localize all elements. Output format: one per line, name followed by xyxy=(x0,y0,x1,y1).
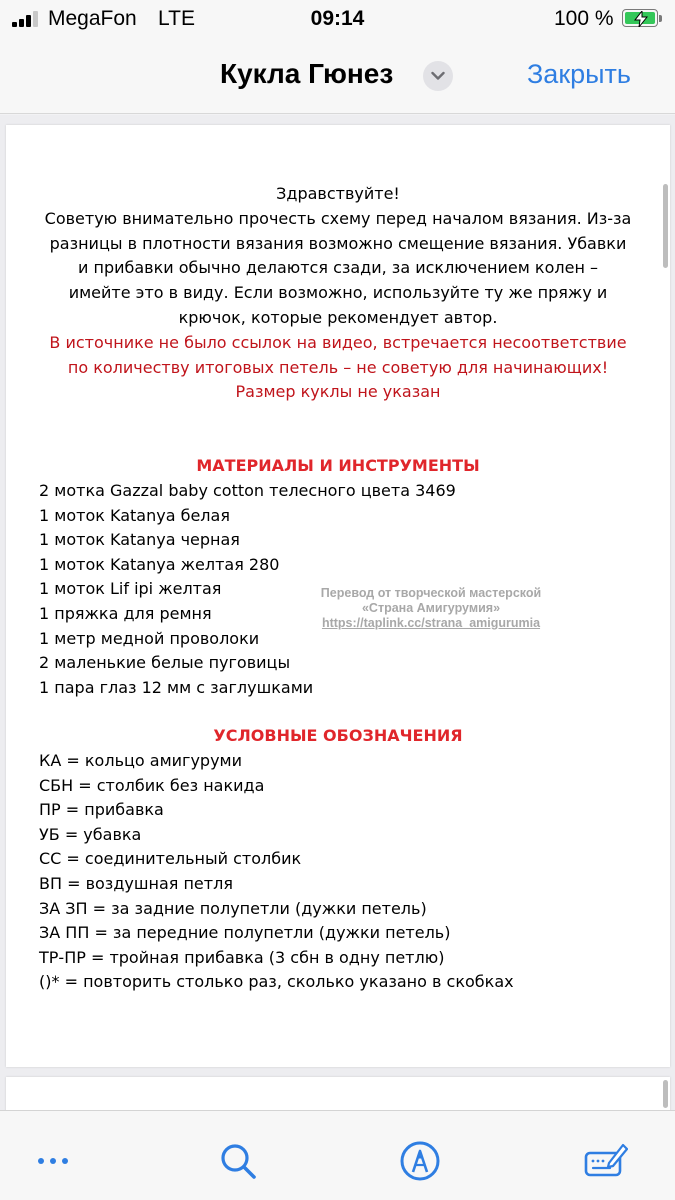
list-item: СС = соединительный столбик xyxy=(39,849,302,869)
status-bar xyxy=(0,0,675,38)
list-item: 1 моток Lif ipi желтая xyxy=(39,579,222,599)
list-item: КА = кольцо амигуруми xyxy=(39,751,242,770)
list-item: 1 моток Katanya белая xyxy=(39,505,230,525)
markup-icon[interactable] xyxy=(398,1139,442,1183)
keyboard-edit-icon[interactable] xyxy=(584,1139,628,1183)
list-item: 2 маленькие белые пуговицы xyxy=(39,653,291,673)
network-type: LTE xyxy=(158,7,195,30)
navigation-bar xyxy=(0,38,675,114)
watermark-line: Перевод от творческой мастерской xyxy=(320,586,542,600)
close-button[interactable]: Закрыть xyxy=(527,59,631,89)
list-item: 1 моток Katanya черная xyxy=(39,530,240,550)
warning-line: В источнике не было ссылок на видео, встречается несоответствие xyxy=(49,332,627,352)
scrollbar-thumb-secondary[interactable] xyxy=(663,1080,668,1108)
intro-text xyxy=(36,182,640,405)
list-item: 2 мотка Gazzal baby cotton телесного цвета 3469 xyxy=(39,481,456,500)
list-item: 1 пара глаз 12 мм с заглушками xyxy=(39,677,314,697)
intro-line: и прибавки обычно делаются сзади, за исключением колен – xyxy=(78,258,598,278)
status-time: 09:14 xyxy=(310,7,365,30)
list-item: ЗА ЗП = за задние полупетли (дужки петель) xyxy=(39,898,427,918)
list-item: ()* = повторить столько раз, сколько указано в скобках xyxy=(39,972,514,992)
size-note: Размер куклы не указан xyxy=(235,382,441,402)
document-title: Кукла Гюнез xyxy=(220,58,394,89)
list-item: 1 пряжка для ремня xyxy=(39,603,212,623)
abbreviations-list xyxy=(39,749,639,995)
warning-line: по количеству итоговых петель – не советую для начинающих! xyxy=(67,357,609,377)
carrier-name: MegaFon xyxy=(48,7,137,30)
list-item: ПР = прибавка xyxy=(39,800,164,820)
battery-percent: 100 % xyxy=(554,7,614,30)
list-item: 1 метр медной проволоки xyxy=(39,628,260,648)
intro-line: крючок, которые рекомендует автор. xyxy=(178,307,498,327)
battery-tip xyxy=(659,15,662,22)
charging-bolt-icon xyxy=(634,11,648,27)
intro-line: имейте это в виду. Если возможно, используйте ту же пряжу и xyxy=(68,283,608,303)
greeting-line: Здравствуйте! xyxy=(276,184,400,203)
battery-icon xyxy=(622,9,658,27)
chevron-down-icon[interactable] xyxy=(423,61,453,91)
search-icon[interactable] xyxy=(216,1139,260,1183)
list-item: УБ = убавка xyxy=(39,824,142,844)
list-item: ВП = воздушная петля xyxy=(39,873,233,893)
more-icon[interactable] xyxy=(32,1139,76,1183)
list-item: СБН = столбик без накида xyxy=(39,775,265,795)
abbreviations-heading: УСЛОВНЫЕ ОБОЗНАЧЕНИЯ xyxy=(213,726,463,745)
intro-line: разницы в плотности вязания возможно смещение вязания. Убавки xyxy=(49,233,627,253)
materials-heading: МАТЕРИАЛЫ И ИНСТРУМЕНТЫ xyxy=(196,456,480,475)
intro-line: Советую внимательно прочесть схему перед началом вязания. Из-за xyxy=(44,208,632,228)
list-item: ЗА ПП = за передние полупетли (дужки петель) xyxy=(39,923,451,943)
list-item: 1 моток Katanya желтая 280 xyxy=(39,554,280,574)
watermark-line: «Страна Амигурумия» xyxy=(361,601,501,615)
list-item: ТР-ПР = тройная прибавка (3 сбн в одну петлю) xyxy=(39,947,445,967)
translation-watermark xyxy=(300,586,562,631)
bottom-toolbar xyxy=(0,1110,675,1200)
watermark-link[interactable]: https://taplink.cc/strana_amigurumia xyxy=(321,616,541,630)
scrollbar-thumb[interactable] xyxy=(663,184,668,268)
